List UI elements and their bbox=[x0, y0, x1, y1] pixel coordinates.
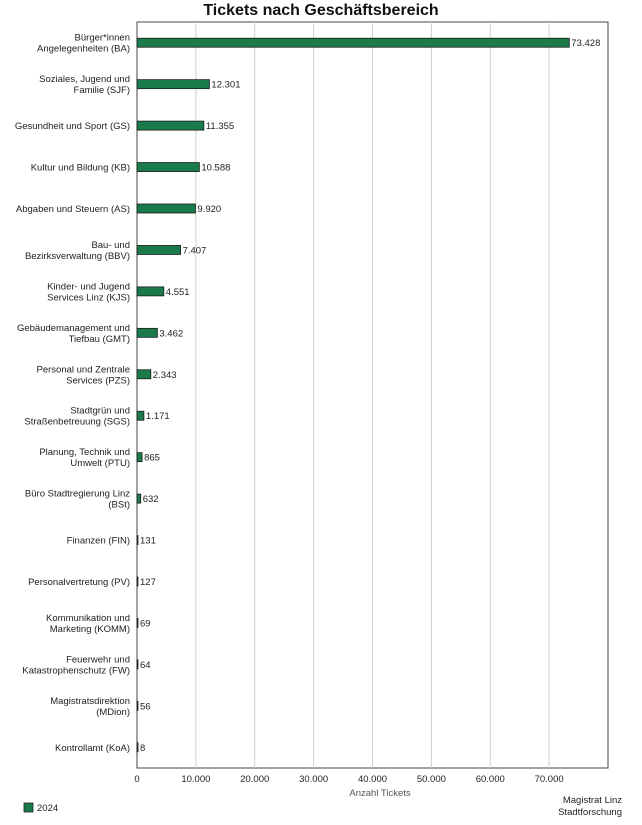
bar bbox=[137, 701, 138, 710]
category-label-line: Kontrollamt (KoA) bbox=[55, 742, 130, 754]
legend bbox=[24, 803, 58, 814]
data-label: 2.343 bbox=[152, 369, 177, 381]
category-label-line: Services Linz (KJS) bbox=[47, 292, 130, 304]
data-label: 127 bbox=[140, 577, 156, 588]
category-label bbox=[16, 204, 130, 215]
category-label-line: Services (PZS) bbox=[66, 375, 130, 387]
data-label: 9.920 bbox=[197, 204, 222, 215]
category-label-line: Marketing (KOMM) bbox=[49, 623, 130, 635]
bar bbox=[137, 494, 141, 503]
data-label: 131 bbox=[140, 535, 156, 547]
bar bbox=[137, 743, 138, 752]
category-label bbox=[25, 240, 130, 262]
bar bbox=[137, 121, 204, 130]
category-label-line: Umwelt (PTU) bbox=[70, 458, 130, 470]
legend-label: 2024 bbox=[37, 803, 59, 814]
category-label-line: Kultur und Bildung (KB) bbox=[30, 162, 130, 174]
category-label-line: Abgaben und Steuern (AS) bbox=[15, 204, 130, 215]
bar bbox=[137, 287, 164, 296]
bar bbox=[137, 38, 569, 47]
data-label: 12.301 bbox=[211, 79, 241, 91]
category-label-line: Finanzen (FIN) bbox=[66, 535, 130, 547]
bar bbox=[137, 618, 138, 627]
bar bbox=[137, 577, 138, 586]
category-labels bbox=[15, 33, 130, 754]
category-label bbox=[22, 654, 130, 676]
category-label bbox=[39, 74, 130, 96]
bar bbox=[137, 660, 138, 669]
category-label-line: Kommunikation und bbox=[46, 612, 130, 624]
source-line-1: Magistrat Linz bbox=[562, 795, 622, 806]
category-label bbox=[55, 743, 130, 754]
category-label-line: Tiefbau (GMT) bbox=[68, 333, 130, 345]
category-label bbox=[25, 489, 130, 511]
chart-title: Tickets nach Geschäftsbereich bbox=[203, 2, 439, 19]
bar bbox=[137, 204, 195, 213]
bar bbox=[137, 411, 144, 420]
category-label-line: Feuerwehr und bbox=[66, 654, 130, 666]
x-tick-label: 30.000 bbox=[299, 774, 329, 785]
x-tick-label: 40.000 bbox=[357, 774, 388, 785]
category-label bbox=[24, 406, 130, 428]
category-label bbox=[67, 536, 130, 547]
category-label bbox=[37, 33, 130, 55]
data-label: 11.355 bbox=[205, 121, 235, 133]
category-label bbox=[50, 696, 130, 718]
data-label: 865 bbox=[144, 452, 160, 464]
bar bbox=[137, 370, 151, 379]
category-label-line: Familie (SJF) bbox=[73, 85, 130, 97]
category-label-line: Stadtgrün und bbox=[70, 405, 130, 417]
legend-swatch bbox=[24, 803, 33, 812]
category-label-line: Angelegenheiten (BA) bbox=[37, 43, 130, 55]
category-label-line: Bau- und bbox=[91, 239, 130, 251]
category-label bbox=[46, 613, 130, 635]
category-label-line: Gesundheit und Sport (GS) bbox=[14, 121, 130, 133]
x-axis-ticks bbox=[134, 774, 563, 785]
category-label bbox=[31, 163, 130, 174]
bar bbox=[137, 328, 157, 337]
x-tick-label: 50.000 bbox=[416, 774, 446, 785]
category-label-line: Personalvertretung (PV) bbox=[28, 577, 130, 588]
category-label-line: Bürger*innen bbox=[74, 32, 130, 44]
data-label: 64 bbox=[140, 659, 151, 671]
category-label-line: (MDion) bbox=[96, 706, 130, 718]
bar bbox=[137, 163, 199, 172]
category-label bbox=[15, 121, 130, 132]
data-label: 7.407 bbox=[182, 245, 207, 257]
category-label-line: Soziales, Jugend und bbox=[39, 74, 130, 86]
category-label-line: Magistratsdirektion bbox=[50, 695, 130, 707]
data-label: 10.588 bbox=[201, 162, 231, 174]
data-label: 4.551 bbox=[165, 286, 190, 298]
category-label bbox=[39, 447, 130, 469]
category-label-line: (BSt) bbox=[108, 499, 130, 511]
source-note bbox=[558, 795, 622, 818]
data-label: 1.171 bbox=[145, 411, 170, 423]
category-label bbox=[17, 323, 130, 345]
category-label-line: Personal und Zentrale bbox=[36, 364, 130, 376]
category-label bbox=[28, 577, 130, 588]
x-tick-label: 20.000 bbox=[240, 774, 270, 785]
category-label-line: Katastrophenschutz (FW) bbox=[22, 665, 130, 677]
category-label-line: Gebäudemanagement und bbox=[16, 322, 130, 334]
data-label: 8 bbox=[140, 742, 146, 754]
bar bbox=[137, 80, 209, 89]
bar bbox=[137, 245, 181, 254]
x-axis-title: Anzahl Tickets bbox=[349, 788, 411, 799]
category-label-line: Kinder- und Jugend bbox=[47, 281, 130, 293]
data-label: 73.428 bbox=[571, 38, 601, 50]
category-label bbox=[47, 281, 130, 303]
x-tick-label: 60.000 bbox=[475, 774, 505, 785]
category-label-line: Bezirksverwaltung (BBV) bbox=[24, 250, 130, 262]
x-tick-label: 10.000 bbox=[181, 774, 211, 785]
data-label: 69 bbox=[140, 618, 151, 630]
category-label-line: Büro Stadtregierung Linz bbox=[24, 488, 130, 500]
category-label-line: Straßenbetreuung (SGS) bbox=[24, 416, 130, 428]
data-label: 3.462 bbox=[159, 328, 184, 340]
source-line-2: Stadtforschung bbox=[558, 807, 622, 818]
bar bbox=[137, 536, 138, 545]
category-label-line: Planung, Technik und bbox=[39, 447, 130, 459]
x-tick-label: 70.000 bbox=[534, 774, 564, 785]
data-label: 632 bbox=[142, 494, 159, 506]
category-label bbox=[37, 364, 130, 386]
bar bbox=[137, 453, 142, 462]
x-tick-label: 0 bbox=[134, 774, 140, 785]
data-label: 56 bbox=[140, 701, 151, 713]
